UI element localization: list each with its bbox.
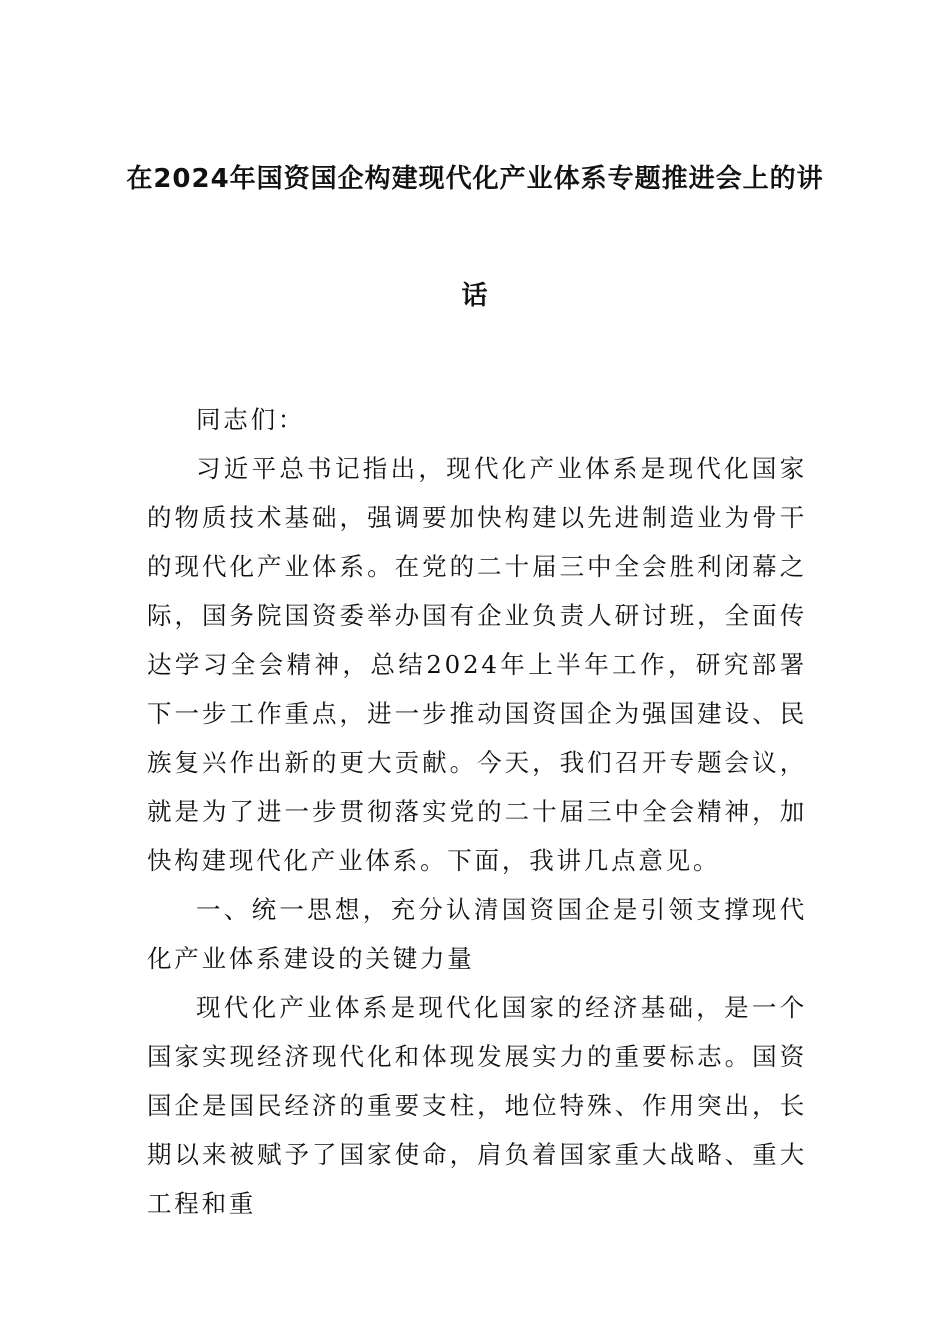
paragraph-section-1: 现代化产业体系是现代化国家的经济基础，是一个国家实现经济现代化和体现发展实力的重要标志。国资国企是国民经济的重要支柱，地位特殊、作用突出，长期以来被赋予了国家使命，肩负着国家重大战略、重大工程和重	[147, 993, 807, 1218]
document-title-line-2: 话	[461, 281, 489, 311]
section-heading-1: 一、统一思想，充分认清国资国企是引领支撑现代化产业体系建设的关键力量	[147, 895, 807, 973]
paragraph-intro: 习近平总书记指出，现代化产业体系是现代化国家的物质技术基础，强调要加快构建以先进制造业为骨干的现代化产业体系。在党的二十届三中全会胜利闭幕之际，国务院国资委举办国有企业负责人研讨班，全面传达学习全会精神，总结2024年上半年工作，研究部署下一步工作重点，进一步推动国资国企为强国建设、民族复兴作出新的更大贡献。今天，我们召开专题会议，就是为了进一步贯彻落实党的二十届三中全会精神，加快构建现代化产业体系。下面，我讲几点意见。	[147, 454, 807, 875]
document-title-line-1: 在2024年国资国企构建现代化产业体系专题推进会上的讲	[126, 164, 824, 194]
salutation: 同志们：	[196, 405, 306, 434]
document-body	[147, 395, 807, 1228]
